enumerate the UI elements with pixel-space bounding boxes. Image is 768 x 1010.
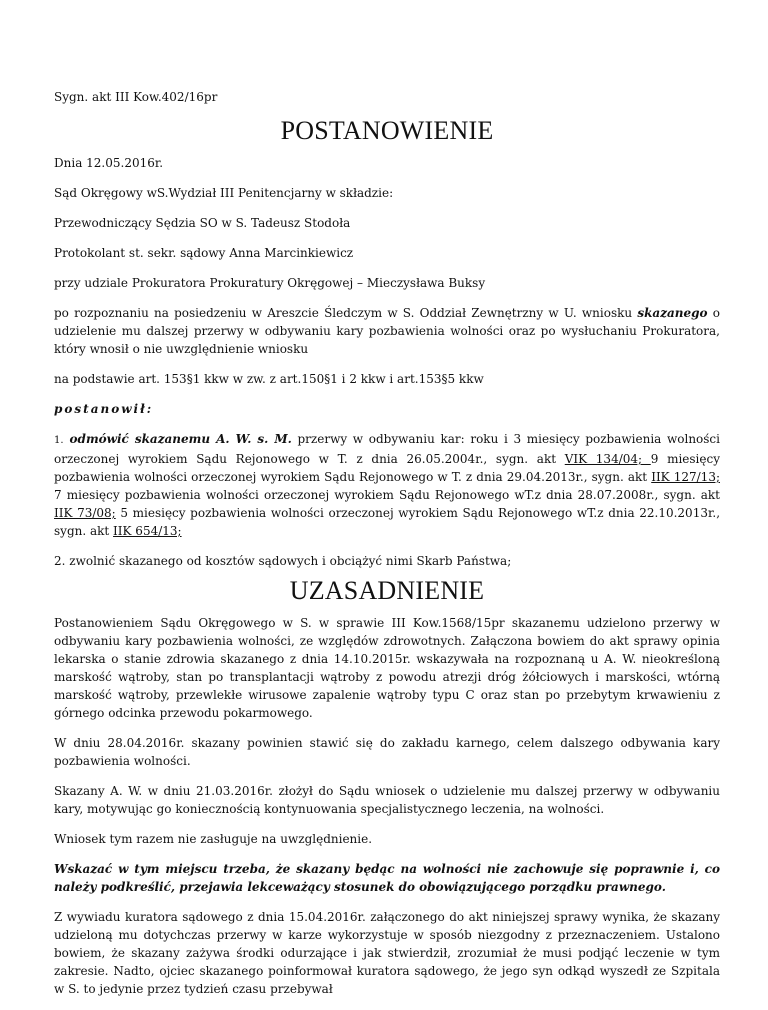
legal-basis: na podstawie art. 153§1 kkw w zw. z art.150§1 i 2 kkw i art.153§5 kkw: [54, 372, 484, 386]
chairman-line: Przewodniczący Sędzia SO w S. Tadeusz Stodoła: [54, 216, 351, 230]
document-page: [54, 88, 720, 1010]
justification-paragraph-5: Wskazać w tym miejscu trzeba, że skazany będąc na wolności nie zachowuje się poprawnie i, co należy podkreślić, przejawia lekceważący stosunek do obowiązującego porządku prawnego.: [54, 862, 720, 894]
justification-paragraph-4: Wniosek tym razem nie zasługuje na uwzględnienie.: [54, 832, 373, 846]
justification-paragraph-1: Postanowieniem Sądu Okręgowego w S. w sprawie III Kow.1568/15pr skazanemu udzielono przerwy w odbywaniu kary pozbawienia wolności, ze względów zdrowotnych. Załączona bowiem do akt sprawy opinia lekarska o stanie zdrowia skazanego z dnia 14.10.2015r. wskazywała na rozpoznaną u A. W. nieokreśloną marskość wątroby, stan po transplantacji wątroby z powodu atrezji dróg żółciowych i marskości, wtórną marskość wątroby, przewlekłe wirusowe zapalenie wątroby typu C oraz stan po przebytym krwawieniu z górnego odcinka przewodu pokarmowego.: [54, 616, 720, 720]
clerk-line: Protokolant st. sekr. sądowy Anna Marcinkiewicz: [54, 246, 354, 260]
case-ref-3: IIK 73/08;: [54, 506, 116, 520]
point-1-number: 1.: [54, 435, 64, 446]
justification-title: UZASADNIENIE: [289, 576, 485, 605]
case-signature: Sygn. akt III Kow.402/16pr: [54, 90, 218, 104]
date-line: Dnia 12.05.2016r.: [54, 156, 164, 170]
decided-label: postanowił:: [54, 402, 154, 416]
case-ref-1: VIK 134/04;: [564, 452, 651, 466]
proceedings-paragraph: [54, 304, 720, 358]
court-line: Sąd Okręgowy wS.Wydział III Penitencjarny w składzie:: [54, 186, 394, 200]
decision-point-1: [54, 430, 720, 540]
justification-paragraph-6: Z wywiadu kuratora sądowego z dnia 15.04.2016r. załączonego do akt niniejszej sprawy wynika, że skazany udzieloną mu dotychczas przerwy w karze wykorzystuje w sposób niezgodny z przeznaczeniem. Ustalono bowiem, że skazany zażywa środki odurzające i jak stwierdził, zrozumiał że musi podjąć leczenie w tym zakresie. Nadto, ojciec skazanego poinformował kuratora sądowego, że jego syn odkąd wyszedł ze Szpitala w S. to jedynie przez tydzień czasu przebywał: [54, 910, 720, 996]
point-1-text-3: 7 miesięcy pozbawienia wolności orzeczonej wyrokiem Sądu Rejonowego wT.z dnia 28.07.2008r., sygn. akt: [54, 488, 720, 502]
proceedings-emphasis: skazanego: [637, 306, 708, 320]
point-1-text-2: 9 miesięcy pozbawienia wolności orzeczonej wyrokiem Sądu Rejonowego w T. z dnia 29.04.2013r., sygn. akt: [54, 452, 720, 484]
document-title: POSTANOWIENIE: [280, 116, 494, 145]
decision-point-2: 2. zwolnić skazanego od kosztów sądowych i obciążyć nimi Skarb Państwa;: [54, 554, 512, 568]
case-ref-2: IIK 127/13;: [651, 470, 720, 484]
prosecutor-line: przy udziale Prokuratora Prokuratury Okręgowej – Mieczysława Buksy: [54, 276, 486, 290]
point-1-text-4: 5 miesięcy pozbawienia wolności orzeczonej wyrokiem Sądu Rejonowego wT.z dnia 22.10.2013r., sygn. akt: [54, 506, 721, 538]
case-ref-4: IIK 654/13;: [113, 524, 182, 538]
point-1-text-1: przerwy w odbywaniu kar: roku i 3 miesięcy pozbawienia wolności orzeczonej wyrokiem Sądu Rejonowego w T. z dnia 26.05.2004r., sygn. akt: [54, 432, 720, 466]
justification-paragraph-3: Skazany A. W. w dniu 21.03.2016r. złożył do Sądu wniosek o udzielenie mu dalszej przerwy w odbywaniu kary, motywując go koniecznością kontynuowania specjalistycznego leczenia, na wolności.: [54, 784, 720, 816]
point-1-bold: odmówić skazanemu A. W. s. M.: [69, 432, 292, 446]
proceedings-text-2: o udzielenie mu dalszej przerwy w odbywaniu kary pozbawienia wolności oraz po wysłuchaniu Prokuratora, który wnosił o nie uwzględnienie wniosku: [54, 306, 720, 356]
proceedings-text-1: po rozpoznaniu na posiedzeniu w Areszcie Śledczym w S. Oddział Zewnętrzny w U. wniosku: [54, 306, 638, 320]
justification-paragraph-2: W dniu 28.04.2016r. skazany powinien stawić się do zakładu karnego, celem dalszego odbywania kary pozbawienia wolności.: [54, 736, 720, 768]
